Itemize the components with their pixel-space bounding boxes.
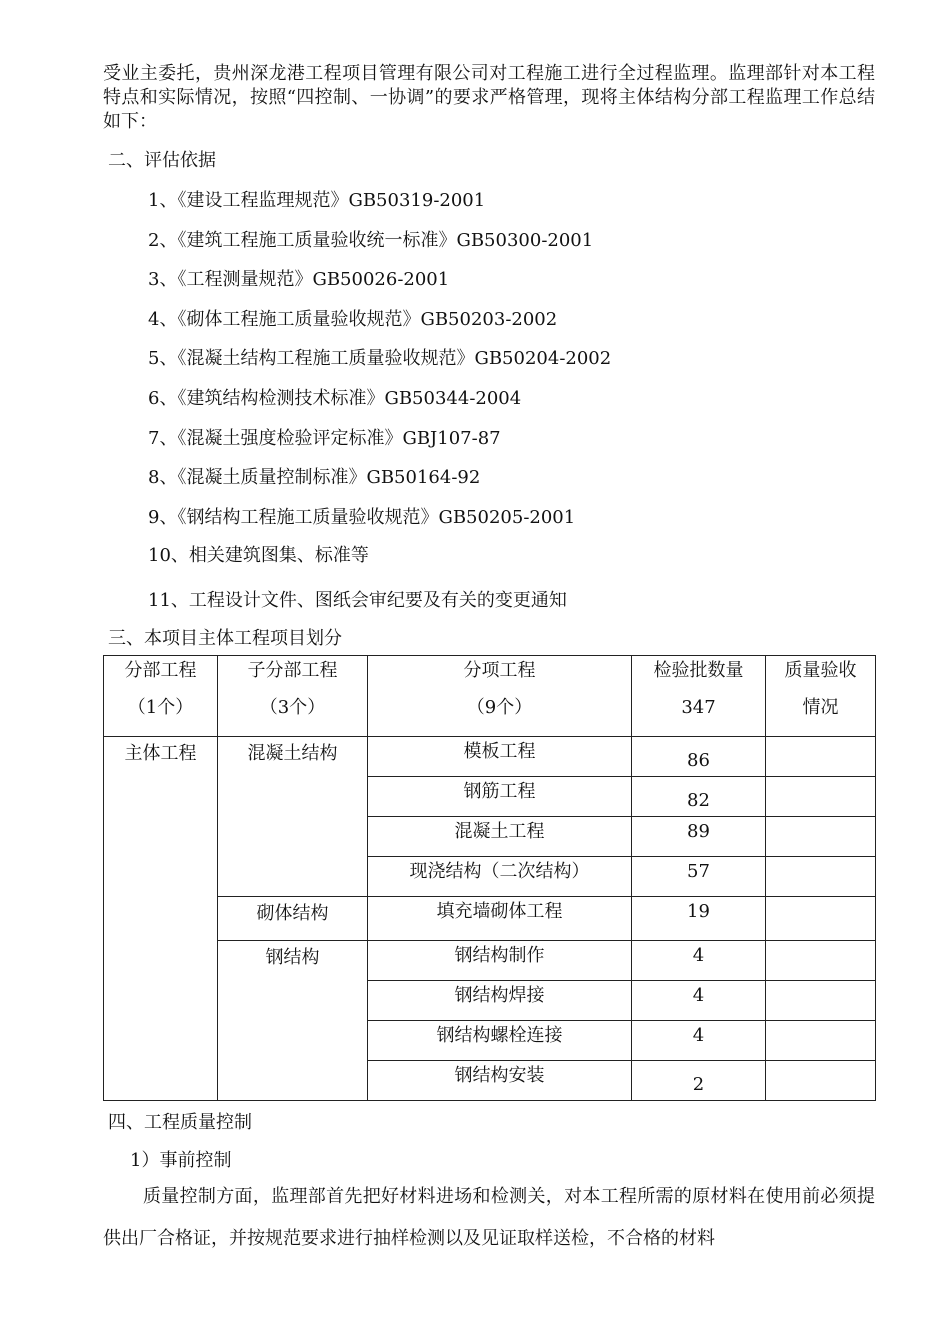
count-cell: 19 <box>632 897 766 941</box>
item-cell: 模板工程 <box>368 737 632 777</box>
quality-control-paragraph: 质量控制方面，监理部首先把好材料进场和检测关，对本工程所需的原材料在使用前必须提供出厂合格证，并按规范要求进行抽样检测以及见证取样送检，不合格的材料 <box>103 1186 875 1249</box>
header-cell: 子分部工程 （3个） <box>218 656 368 737</box>
count-cell: 89 <box>632 817 766 857</box>
header-cell: 分项工程 （9个） <box>368 656 632 737</box>
count-cell: 2 <box>632 1061 766 1101</box>
intro-paragraph: 受业主委托，贵州深龙港工程项目管理有限公司对工程施工进行全过程监理。监理部针对本工程特点和实际情况，按照“四控制、一协调”的要求严格管理，现将主体结构分部工程监理工作总结如下： <box>103 63 875 132</box>
basis-item: 7、《混凝土强度检验评定标准》GBJ107-87 <box>148 428 501 449</box>
section-heading-basis: 二、评估依据 <box>108 150 216 171</box>
table-row <box>104 941 876 981</box>
header-cell: 质量验收 情况 <box>766 656 876 737</box>
basis-item: 10、相关建筑图集、标准等 <box>148 545 369 566</box>
count-cell: 4 <box>632 981 766 1021</box>
acceptance-cell <box>766 817 876 857</box>
acceptance-cell <box>766 1061 876 1101</box>
subsection-heading-pre-control: 1）事前控制 <box>130 1150 232 1171</box>
basis-item: 9、《钢结构工程施工质量验收规范》GB50205-2001 <box>148 507 576 528</box>
basis-item: 1、《建设工程监理规范》GB50319-2001 <box>148 190 486 211</box>
count-cell: 82 <box>632 777 766 817</box>
subdivision-cell: 钢结构 <box>218 941 368 1101</box>
division-cell: 主体工程 <box>104 737 218 1101</box>
item-cell: 钢结构螺栓连接 <box>368 1021 632 1061</box>
basis-item: 3、《工程测量规范》GB50026-2001 <box>148 269 450 290</box>
basis-item: 4、《砌体工程施工质量验收规范》GB50203-2002 <box>148 309 558 330</box>
basis-item: 8、《混凝土质量控制标准》GB50164-92 <box>148 467 481 488</box>
item-cell: 现浇结构（二次结构） <box>368 857 632 897</box>
acceptance-cell <box>766 1021 876 1061</box>
subdivision-cell: 砌体结构 <box>218 897 368 941</box>
acceptance-cell <box>766 777 876 817</box>
acceptance-cell <box>766 897 876 941</box>
project-division-table <box>103 655 876 1101</box>
item-cell: 填充墙砌体工程 <box>368 897 632 941</box>
item-cell: 钢结构安装 <box>368 1061 632 1101</box>
item-cell: 钢结构制作 <box>368 941 632 981</box>
item-cell: 钢筋工程 <box>368 777 632 817</box>
count-cell: 57 <box>632 857 766 897</box>
basis-item: 2、《建筑工程施工质量验收统一标准》GB50300-2001 <box>148 230 594 251</box>
acceptance-cell <box>766 737 876 777</box>
basis-item: 11、工程设计文件、图纸会审纪要及有关的变更通知 <box>148 590 567 611</box>
header-cell: 分部工程 （1个） <box>104 656 218 737</box>
acceptance-cell <box>766 857 876 897</box>
count-cell: 4 <box>632 1021 766 1061</box>
acceptance-cell <box>766 941 876 981</box>
count-cell: 4 <box>632 941 766 981</box>
acceptance-cell <box>766 981 876 1021</box>
section-heading-division: 三、本项目主体工程项目划分 <box>108 628 342 649</box>
basis-item: 5、《混凝土结构工程施工质量验收规范》GB50204-2002 <box>148 348 612 369</box>
section-heading-quality: 四、工程质量控制 <box>108 1112 252 1133</box>
table-row <box>104 897 876 941</box>
table-header-row <box>104 656 876 737</box>
header-cell: 检验批数量 347 <box>632 656 766 737</box>
basis-item: 6、《建筑结构检测技术标准》GB50344-2004 <box>148 388 522 409</box>
count-cell: 86 <box>632 737 766 777</box>
item-cell: 混凝土工程 <box>368 817 632 857</box>
subdivision-cell: 混凝土结构 <box>218 737 368 897</box>
item-cell: 钢结构焊接 <box>368 981 632 1021</box>
table-row <box>104 737 876 777</box>
